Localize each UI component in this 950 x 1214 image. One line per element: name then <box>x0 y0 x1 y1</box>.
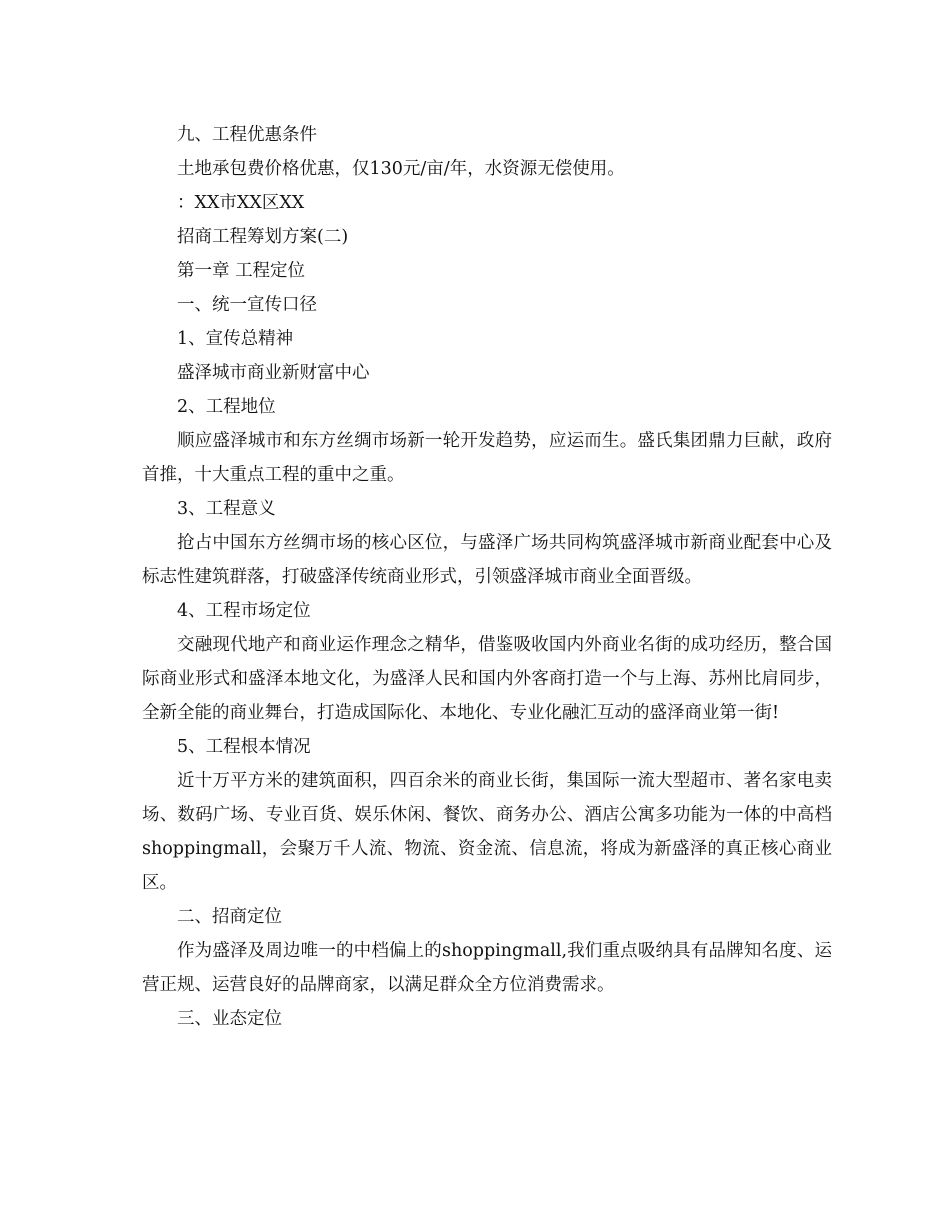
section-heading-investment-position: 二、招商定位 <box>177 907 282 927</box>
paragraph-address: ：XX市XX区XX <box>177 193 305 213</box>
section-heading-business-format: 三、业态定位 <box>177 1009 282 1029</box>
chapter-heading: 第一章 工程定位 <box>177 261 306 281</box>
document-title: 招商工程筹划方案(二) <box>177 227 349 247</box>
subsection-heading-market-position: 4、工程市场定位 <box>177 601 311 621</box>
paragraph-slogan: 盛泽城市商业新财富中心 <box>177 363 370 383</box>
section-heading-preferential-conditions: 九、工程优惠条件 <box>177 125 317 145</box>
paragraph-land-price: 土地承包费价格优惠，仅130元/亩/年，水资源无偿使用。 <box>177 159 625 179</box>
subsection-heading-significance: 3、工程意义 <box>177 499 276 519</box>
section-heading-publicity: 一、统一宣传口径 <box>177 295 317 315</box>
subsection-heading-spirit: 1、宣传总精神 <box>177 329 294 349</box>
document-body <box>142 118 832 1036</box>
paragraph-status: 顺应盛泽城市和东方丝绸市场新一轮开发趋势，应运而生。盛氏集团鼎力巨献，政府首推，十大重点工程的重中之重。 <box>142 431 832 485</box>
subsection-heading-status: 2、工程地位 <box>177 397 276 417</box>
paragraph-market-position: 交融现代地产和商业运作理念之精华，借鉴吸收国内外商业名街的成功经历，整合国际商业形式和盛泽本地文化，为盛泽人民和国内外客商打造一个与上海、苏州比肩同步，全新全能的商业舞台，打造成国际化、本地化、专业化融汇互动的盛泽商业第一街! <box>142 635 832 723</box>
paragraph-investment-position: 作为盛泽及周边唯一的中档偏上的shoppingmall,我们重点吸纳具有品牌知名度、运营正规、运营良好的品牌商家，以满足群众全方位消费需求。 <box>142 941 832 995</box>
paragraph-significance: 抢占中国东方丝绸市场的核心区位，与盛泽广场共同构筑盛泽城市新商业配套中心及标志性建筑群落，打破盛泽传统商业形式，引领盛泽城市商业全面晋级。 <box>142 533 832 587</box>
subsection-heading-basic-info: 5、工程根本情况 <box>177 737 311 757</box>
paragraph-basic-info: 近十万平方米的建筑面积，四百余米的商业长街，集国际一流大型超市、著名家电卖场、数码广场、专业百货、娱乐休闲、餐饮、商务办公、酒店公寓多功能为一体的中高档shoppingmall，会聚万千人流、物流、资金流、信息流，将成为新盛泽的真正核心商业区。 <box>142 771 832 893</box>
